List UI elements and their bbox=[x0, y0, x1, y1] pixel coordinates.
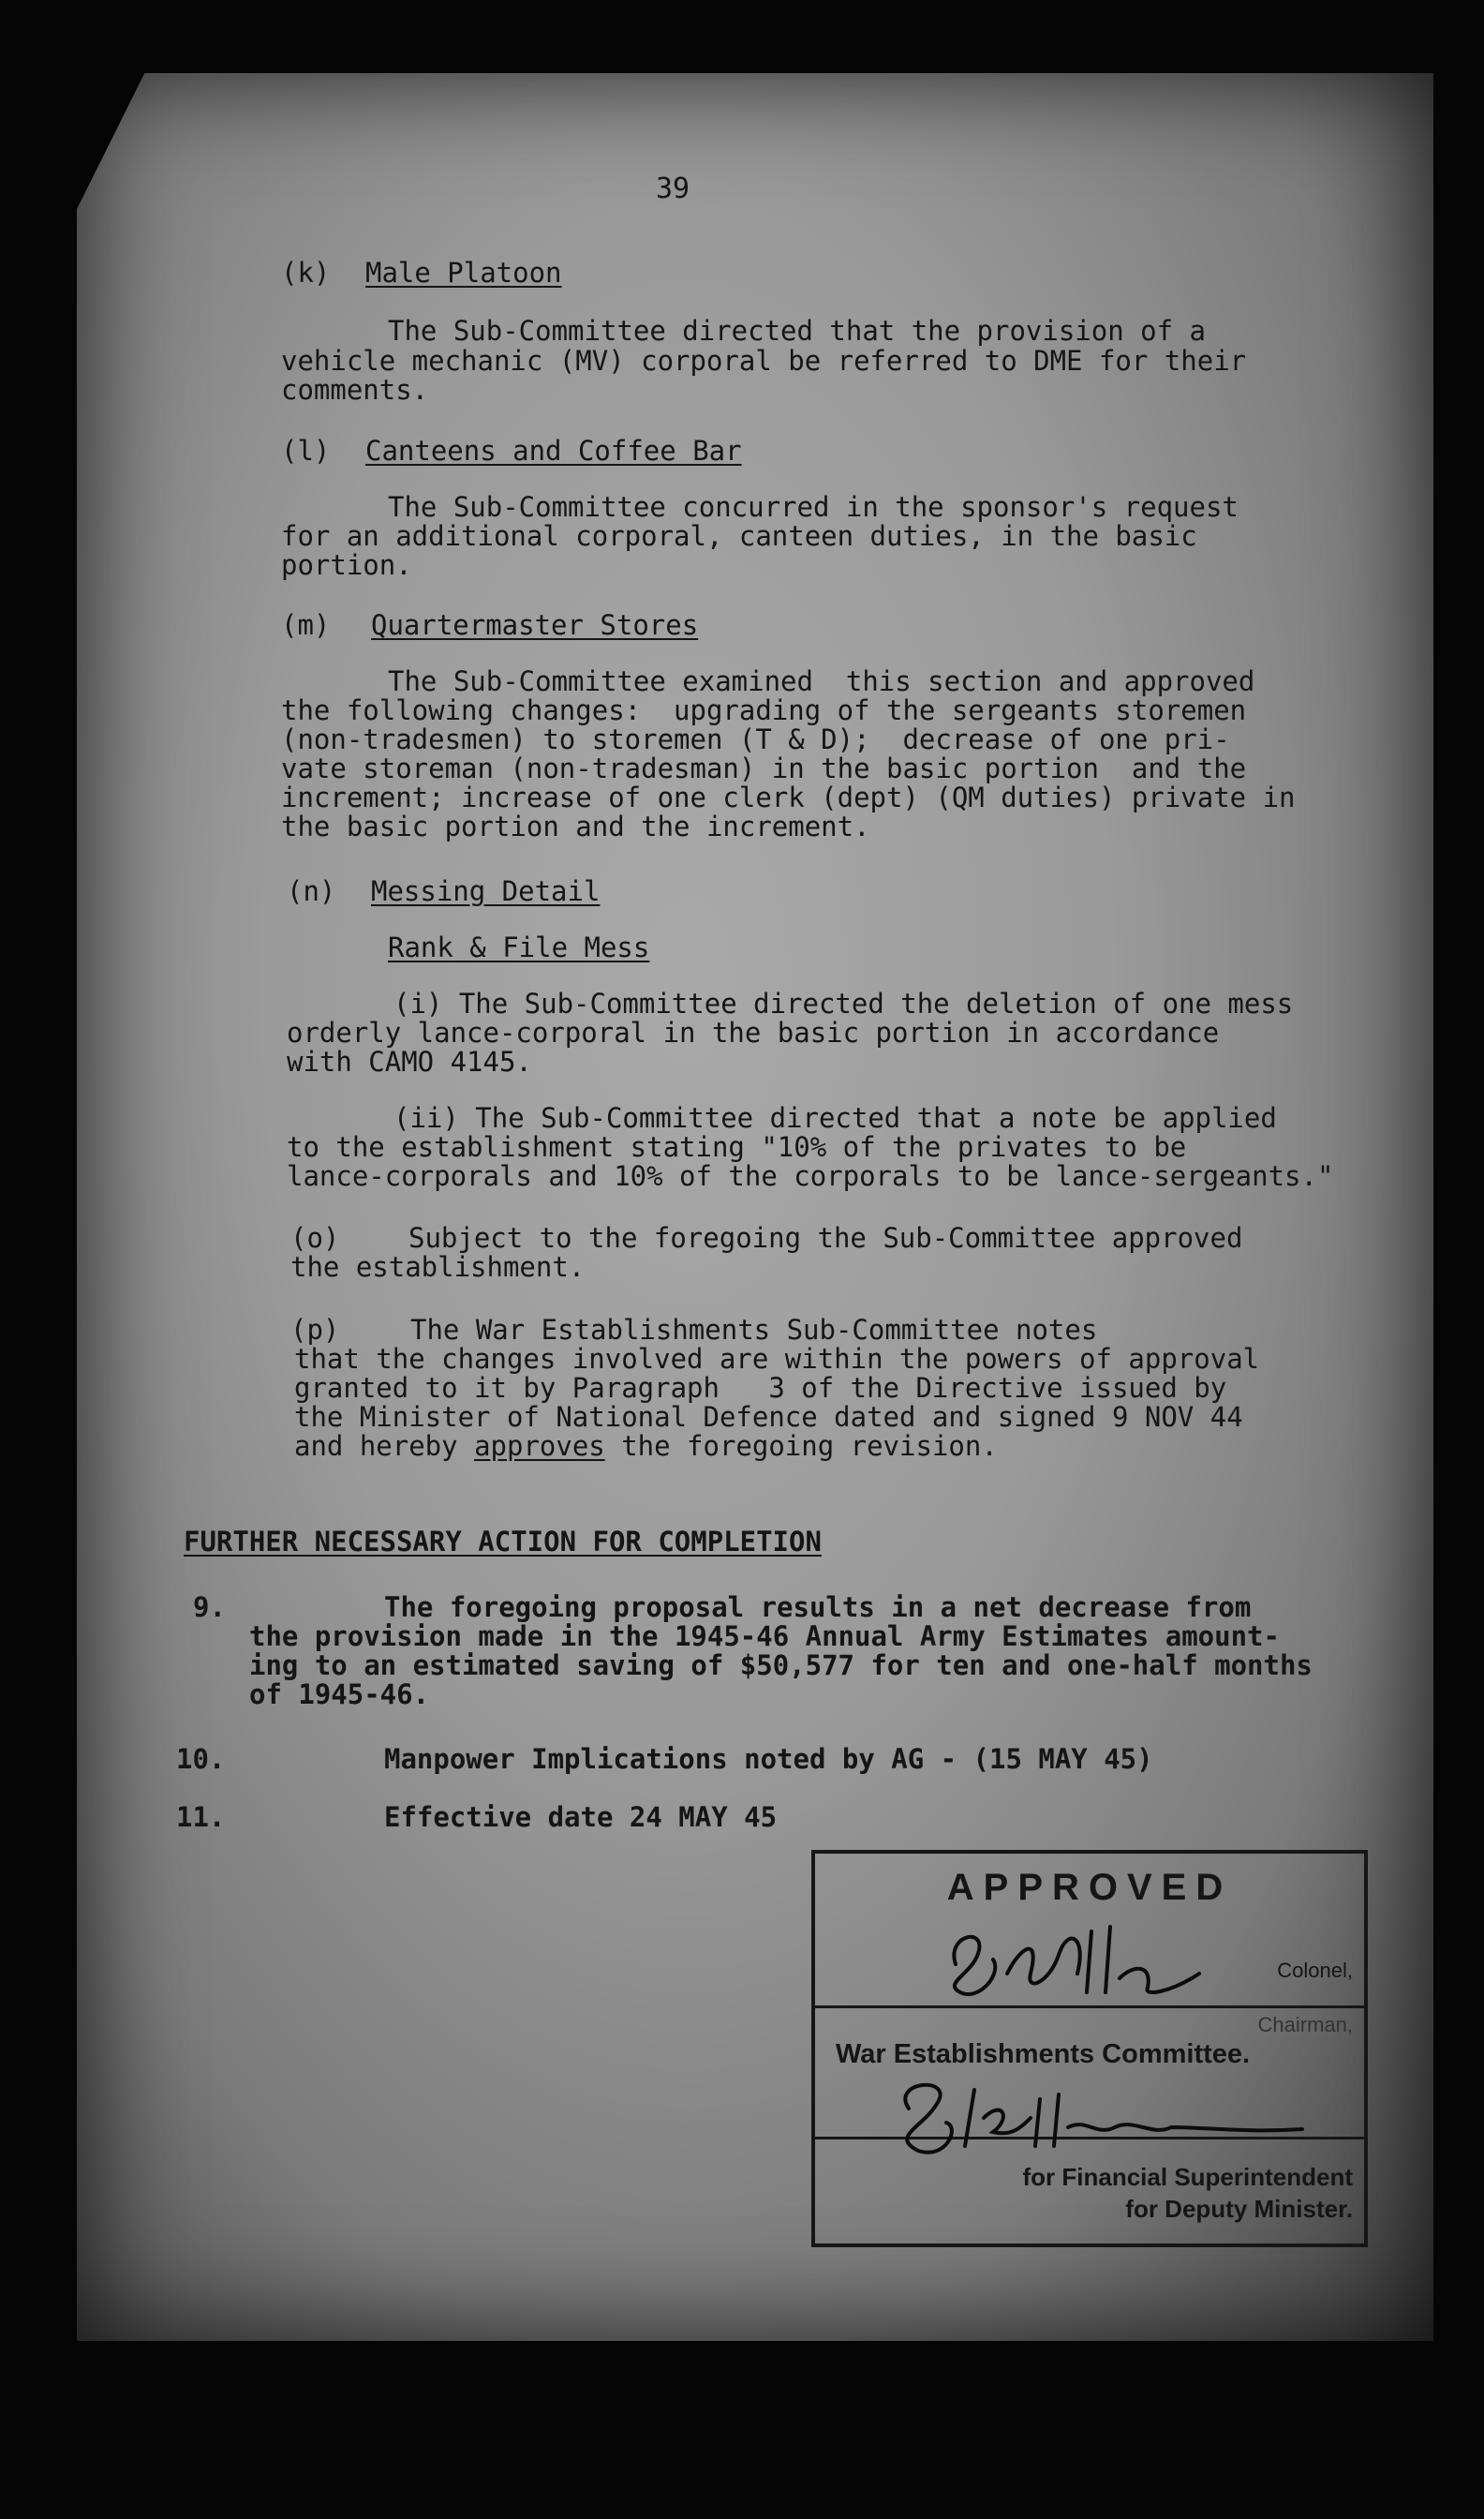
section-m-heading: Quartermaster Stores bbox=[371, 609, 699, 641]
section-m-line: the basic portion and the increment. bbox=[281, 811, 870, 842]
item-10-text: Manpower Implications noted by AG - (15 MAY 45) bbox=[384, 1743, 1153, 1775]
stamp-chairman: Chairman, bbox=[1257, 2013, 1353, 2036]
stamp-colonel: Colonel, bbox=[1277, 1959, 1353, 1982]
section-p-line: The War Establishments Sub-Committee notes bbox=[410, 1314, 1098, 1346]
section-l-line: The Sub-Committee concurred in the sponsor's request bbox=[388, 491, 1239, 523]
section-p-line: that the changes involved are within the powers of approval bbox=[294, 1343, 1260, 1375]
item-11-number: 11. bbox=[176, 1801, 226, 1833]
section-m-line: The Sub-Committee examined this section and approved bbox=[388, 665, 1255, 697]
section-n-subheading: Rank & File Mess bbox=[388, 932, 650, 963]
section-l-label: (l) bbox=[281, 435, 331, 467]
stamp-financial: for Financial Superintendent bbox=[1022, 2163, 1353, 2191]
section-p-last-post: the foregoing revision. bbox=[604, 1430, 998, 1462]
item-9-number: 9. bbox=[193, 1591, 226, 1623]
section-p-last-line bbox=[294, 1432, 998, 1461]
section-p-line: granted to it by Paragraph 3 of the Directive issued by bbox=[294, 1372, 1227, 1404]
chairman-signature bbox=[937, 1908, 1218, 2011]
stamp-deputy: for Deputy Minister. bbox=[1125, 2195, 1353, 2223]
section-n-ii-line: (ii) The Sub-Committee directed that a note be applied bbox=[393, 1102, 1277, 1134]
section-m-line: increment; increase of one clerk (dept) (QM duties) private in bbox=[281, 782, 1296, 813]
section-k-label: (k) bbox=[281, 257, 331, 289]
approval-stamp bbox=[811, 1850, 1368, 2247]
further-action-heading: FURTHER NECESSARY ACTION FOR COMPLETION bbox=[184, 1526, 822, 1558]
section-m-line: the following changes: upgrading of the sergeants storemen bbox=[281, 694, 1247, 726]
section-o-line: the establishment. bbox=[290, 1251, 586, 1283]
section-p-last-pre: and hereby bbox=[294, 1430, 475, 1462]
section-l-line: for an additional corporal, canteen duties, in the basic bbox=[281, 520, 1197, 552]
item-11-text: Effective date 24 MAY 45 bbox=[384, 1801, 778, 1833]
stamp-approved: APPROVED bbox=[946, 1867, 1233, 1908]
section-k-heading: Male Platoon bbox=[365, 257, 562, 289]
section-k-line: The Sub-Committee directed that the provision of a bbox=[388, 315, 1206, 347]
section-p-label: (p) bbox=[290, 1314, 340, 1346]
item-10-number: 10. bbox=[176, 1743, 226, 1775]
section-k-line: comments. bbox=[281, 374, 429, 406]
page-number: 39 bbox=[656, 172, 690, 205]
item-9-line: the provision made in the 1945-46 Annual Army Estimates amount- bbox=[249, 1620, 1280, 1652]
approves-word: approves bbox=[474, 1430, 605, 1462]
section-n-ii-line: to the establishment stating "10% of the privates to be bbox=[287, 1131, 1187, 1163]
section-k-line: vehicle mechanic (MV) corporal be referred to DME for their bbox=[281, 345, 1247, 377]
section-m-line: (non-tradesmen) to storemen (T & D); decrease of one pri- bbox=[281, 723, 1230, 755]
section-m-line: vate storeman (non-tradesman) in the basic portion and the bbox=[281, 753, 1247, 784]
section-n-i-line: with CAMO 4145. bbox=[287, 1046, 532, 1078]
section-m-label: (m) bbox=[281, 609, 331, 641]
section-l-heading: Canteens and Coffee Bar bbox=[365, 435, 742, 467]
section-n-ii-line: lance-corporals and 10% of the corporals to be lance-sergeants." bbox=[287, 1160, 1334, 1192]
section-n-i-line: orderly lance-corporal in the basic portion in accordance bbox=[287, 1017, 1220, 1049]
section-n-label: (n) bbox=[287, 875, 336, 907]
superintendent-signature bbox=[871, 2071, 1340, 2174]
section-l-line: portion. bbox=[281, 549, 412, 581]
stamp-committee: War Establishments Committee. bbox=[836, 2039, 1251, 2069]
section-o-label: (o) bbox=[290, 1222, 340, 1254]
item-9-line: of 1945-46. bbox=[249, 1678, 430, 1710]
section-p-line: the Minister of National Defence dated and signed 9 NOV 44 bbox=[294, 1401, 1243, 1433]
section-n-heading: Messing Detail bbox=[371, 875, 601, 907]
section-o-line: Subject to the foregoing the Sub-Committee approved bbox=[408, 1222, 1243, 1254]
section-n-i-line: (i) The Sub-Committee directed the deletion of one mess bbox=[393, 988, 1294, 1020]
item-9-line: ing to an estimated saving of $50,577 for ten and one-half months bbox=[249, 1649, 1313, 1681]
item-9-line: The foregoing proposal results in a net decrease from bbox=[384, 1591, 1252, 1623]
